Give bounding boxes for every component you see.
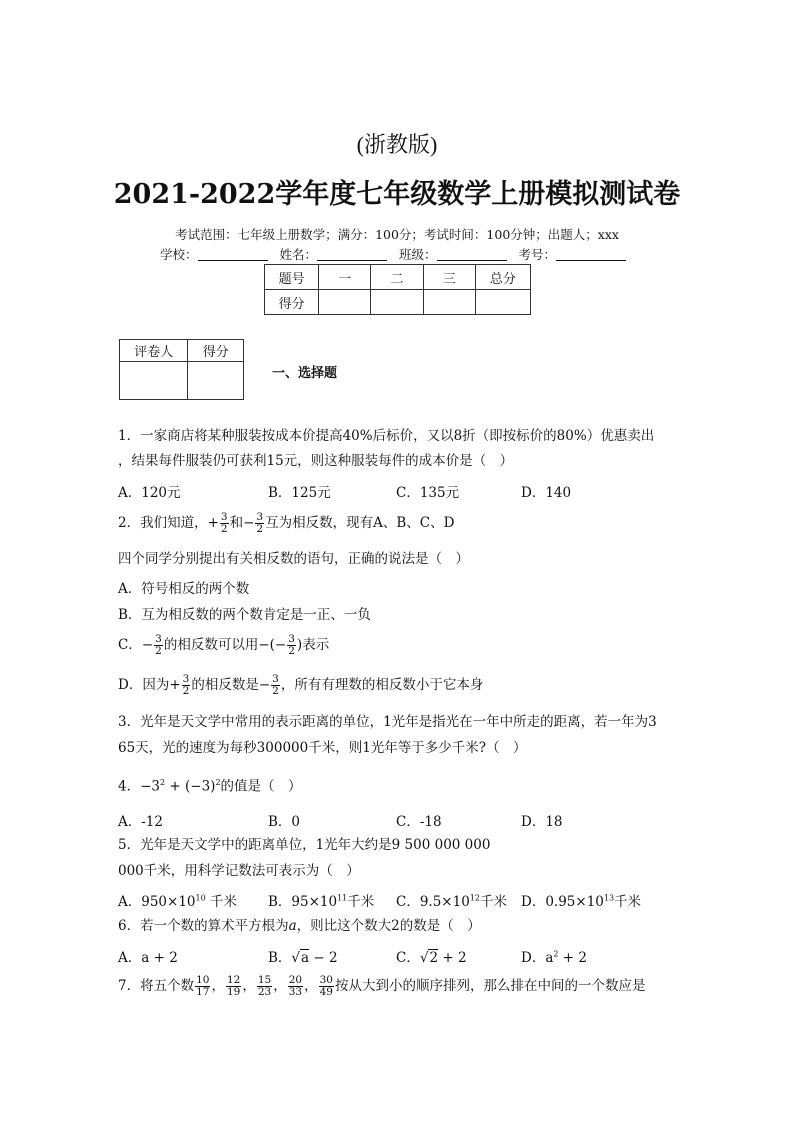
score-cell[interactable] [371, 290, 423, 315]
q5-option-b[interactable] [268, 890, 374, 910]
grader-score-cell[interactable] [188, 362, 244, 400]
q4-option-d[interactable]: D．18 [521, 814, 563, 830]
q3-line2: 65天，光的速度为每秒300000千米，则1光年等于多少千米?（ ） [118, 740, 527, 756]
q6-option-c[interactable]: C．√2 + 2 [396, 950, 467, 966]
fraction [220, 512, 229, 535]
fraction [195, 975, 210, 998]
option-text: 千米 [614, 894, 642, 910]
option-text: 千米 [479, 894, 507, 910]
exponent: 2 [215, 778, 221, 787]
q2-line2: 四个同学分别提出有关相反数的语句，正确的说法是（ ） [118, 551, 469, 567]
q4-option-a[interactable]: A．-12 [118, 814, 163, 830]
fraction-numerator: 30 [319, 974, 333, 986]
score-table [264, 264, 531, 315]
fraction-denominator: 2 [220, 523, 228, 535]
fraction [226, 975, 241, 998]
option-text: )表示 [296, 637, 330, 653]
grader-cell[interactable] [120, 362, 188, 400]
option-text: C．− [118, 637, 154, 653]
q4-expr: −3 [140, 778, 160, 795]
fraction-denominator: 2 [155, 645, 162, 657]
grader-score-header: 得分 [188, 340, 244, 362]
fraction [255, 512, 264, 535]
q4-option-c[interactable]: C．-18 [396, 814, 442, 830]
exponent: 13 [603, 893, 615, 903]
fraction-denominator: 33 [288, 986, 303, 998]
sqrt-radicand: 2 [429, 950, 439, 966]
score-cell[interactable] [423, 290, 475, 315]
fraction [257, 975, 272, 998]
grader-header: 评卷人 [120, 340, 188, 362]
score-row-label: 得分 [265, 290, 319, 315]
exponent: 12 [469, 893, 480, 903]
q5-option-a[interactable] [118, 890, 237, 910]
option-text: D．因为+ [118, 677, 181, 693]
student-fields [0, 245, 794, 263]
fraction [271, 674, 280, 697]
q5-line1: 5．光年是天文学中的距离单位，1光年大约是9 500 000 000 [118, 837, 491, 853]
option-text: C． [396, 950, 420, 966]
fraction-numerator: 3 [182, 673, 190, 685]
q4-expr: + (−3) [165, 778, 216, 795]
option-text: 千米 [347, 894, 375, 910]
q4-option-b[interactable]: B．0 [268, 814, 301, 830]
q2-line1 [118, 511, 454, 535]
fraction [287, 634, 296, 657]
q4-line1 [118, 774, 302, 796]
option-text: ，所有有理数的相反数小于它本身 [280, 677, 484, 693]
q2-text: 互为相反数，现有A、B、C、D [265, 515, 455, 531]
class-blank[interactable] [437, 248, 507, 261]
fraction-denominator: 23 [257, 986, 272, 998]
separator: ， [242, 978, 256, 994]
option-text: + 2 [558, 950, 587, 966]
score-cell[interactable] [319, 290, 371, 315]
name-label: 姓名： [279, 247, 317, 262]
exam-title: 2021-2022学年度七年级数学上册模拟测试卷 [113, 179, 681, 210]
q6-text: ，则比这个数大2的数是（ ） [296, 918, 481, 934]
class-label: 班级： [398, 247, 437, 262]
number-blank[interactable] [556, 248, 626, 261]
q6-option-d[interactable] [521, 946, 587, 966]
score-header-cell: 三 [423, 265, 475, 290]
q1-line1: 1．一家商店将某种服装按成本价提高40%后标价，又以8折（即按标价的80%）优惠卖出 [118, 428, 655, 444]
option-text: 的相反数是− [191, 677, 271, 693]
score-header-cell: 一 [319, 265, 371, 290]
q2-text: 2．我们知道，+ [118, 515, 219, 531]
q1-option-d[interactable]: D．140 [521, 485, 572, 501]
q2-text: 和− [229, 515, 255, 531]
q2-option-d[interactable] [118, 673, 483, 697]
q3-line1: 3．光年是天文学中常用的表示距离的单位，1光年是指光在一年中所走的距离，若一年为3 [118, 714, 657, 730]
fraction-numerator: 3 [272, 673, 279, 685]
fraction-denominator: 2 [272, 685, 279, 697]
fraction-denominator: 2 [182, 685, 190, 697]
variable: a [288, 918, 297, 934]
exam-edition-subtitle: (浙教版) [356, 132, 438, 157]
q5-line2: 000千米，用科学记数法可表示为（ ） [118, 863, 360, 879]
option-text: 千米 [210, 894, 237, 910]
q1-line2: ，结果每件服装仍可获利15元，则这种服装每件的成本价是（ ） [118, 453, 514, 469]
score-header-cell: 题号 [265, 265, 319, 290]
q7-text: 按从大到小的顺序排列，那么排在中间的一个数应是 [334, 978, 646, 994]
fraction-denominator: 19 [226, 986, 241, 998]
fraction-numerator: 15 [257, 974, 272, 986]
q4-text: 4． [118, 778, 141, 795]
score-cell[interactable] [475, 290, 530, 315]
q1-option-c[interactable]: C．135元 [396, 485, 460, 501]
separator: ， [211, 978, 225, 994]
q6-option-a[interactable]: A．a + 2 [118, 950, 178, 966]
q4-text: 的值是（ ） [220, 778, 302, 795]
fraction [182, 674, 191, 697]
option-text: C．9.5×10 [396, 894, 470, 910]
fraction-numerator: 3 [288, 633, 295, 645]
grader-table [119, 339, 244, 400]
name-blank[interactable] [317, 248, 387, 261]
sqrt-radicand: a [301, 950, 310, 966]
option-text: D．0.95×10 [521, 894, 604, 910]
option-text: 的相反数可以用−(− [163, 637, 287, 653]
score-header-cell: 总分 [475, 265, 530, 290]
fraction-numerator: 20 [288, 974, 303, 986]
fraction-numerator: 12 [226, 974, 241, 986]
school-label: 学校： [159, 247, 198, 262]
q6-option-b[interactable]: B．√a − 2 [268, 950, 338, 966]
q2-option-a[interactable]: A．符号相反的两个数 [118, 581, 250, 597]
option-text: B． [268, 950, 292, 966]
exponent: 11 [337, 893, 348, 903]
option-text: − 2 [309, 950, 338, 966]
fraction-denominator: 17 [196, 986, 210, 998]
exam-info: 考试范围：七年级上册数学；满分：100分；考试时间：100分钟；出题人；xxx [175, 227, 619, 242]
q7-line1 [118, 974, 645, 998]
section-title: 一、选择题 [272, 366, 338, 381]
q6-text: 6．若一个数的算术平方根为 [118, 918, 289, 934]
q7-text: 7．将五个数 [118, 978, 195, 994]
school-blank[interactable] [198, 248, 268, 261]
fraction-numerator: 10 [196, 974, 210, 986]
separator: ， [273, 978, 287, 994]
exponent: 2 [160, 778, 166, 787]
q5-option-d[interactable] [521, 890, 641, 910]
exponent: 10 [195, 893, 206, 903]
q5-option-c[interactable] [396, 890, 507, 910]
q2-option-b[interactable]: B．互为相反数的两个数肯定是一正、一负 [118, 607, 371, 623]
number-label: 考号： [518, 247, 556, 262]
option-text: D．a [521, 950, 554, 966]
fraction [319, 975, 334, 998]
fraction-denominator: 2 [288, 645, 295, 657]
q2-option-c[interactable] [118, 633, 329, 657]
fraction-numerator: 3 [220, 511, 228, 523]
score-header-cell: 二 [371, 265, 423, 290]
fraction-numerator: 3 [256, 511, 264, 523]
option-text: + 2 [438, 950, 467, 966]
option-text: B．95×10 [268, 894, 338, 910]
exponent: 2 [553, 949, 559, 959]
q1-option-b[interactable]: B．125元 [268, 485, 331, 501]
q6-line1 [118, 917, 481, 935]
separator: ， [304, 978, 318, 994]
option-text: A．950×10 [118, 894, 196, 910]
fraction [288, 975, 303, 998]
fraction-denominator: 2 [256, 523, 264, 535]
fraction [154, 634, 163, 657]
fraction-denominator: 49 [319, 986, 333, 998]
q1-option-a[interactable]: A．120元 [118, 485, 181, 501]
fraction-numerator: 3 [155, 633, 162, 645]
